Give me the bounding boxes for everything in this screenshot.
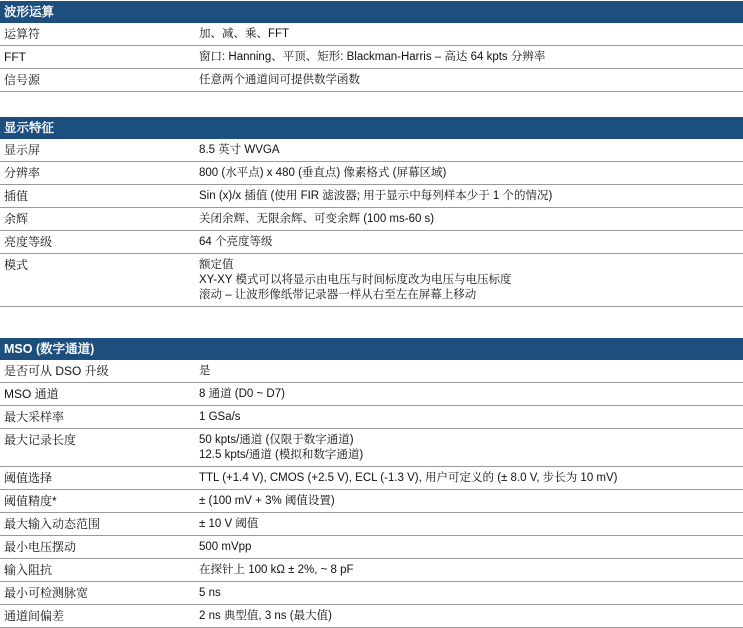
spec-row-upgradeable	[0, 360, 743, 383]
spec-label: 阈值选择	[4, 471, 53, 485]
spec-label: 最大输入动态范围	[4, 517, 101, 531]
spec-row-persistence	[0, 208, 743, 231]
spec-row-fft	[0, 46, 743, 69]
spec-label: 最小电压摆动	[4, 540, 77, 554]
spec-label: 通道间偏差	[4, 609, 65, 623]
spec-value: 是	[199, 365, 211, 377]
spec-value: 额定值 XY-XY 模式可以将显示由电压与时间标度改为电压与电压标度 滚动 – 让波形像纸带记录器一样从右至左在屏幕上移动	[199, 259, 512, 301]
spec-label: 分辨率	[4, 166, 41, 180]
spec-row-record-length	[0, 429, 743, 467]
spec-value: TTL (+1.4 V), CMOS (+2.5 V), ECL (-1.3 V), 用户可定义的 (± 8.0 V, 步长为 10 mV)	[199, 472, 618, 484]
spec-value: 关闭余辉、无限余辉、可变余辉 (100 ms-60 s)	[199, 213, 435, 225]
section-header: 显示特征	[0, 117, 743, 139]
spec-label: MSO 通道	[4, 387, 59, 401]
spec-label: 信号源	[4, 73, 41, 87]
spec-label: 输入阻抗	[4, 563, 53, 577]
spec-label: 余辉	[4, 212, 29, 226]
section-header: MSO (数字通道)	[0, 338, 743, 360]
spec-label: 显示屏	[4, 143, 41, 157]
spec-label: 最小可检测脉宽	[4, 586, 89, 600]
spec-label: 阈值精度*	[4, 494, 57, 508]
spec-row-input-impedance	[0, 559, 743, 582]
spec-value: 任意两个通道间可提供数学函数	[199, 74, 360, 86]
spec-value: 50 kpts/通道 (仅限于数字通道) 12.5 kpts/通道 (模拟和数字通道)	[199, 434, 364, 461]
spec-value: Sin (x)/x 插值 (使用 FIR 滤波器; 用于显示中每列样本少于 1 个的情况)	[199, 190, 553, 202]
spec-value: 窗口: Hanning、平顶、矩形: Blackman-Harris – 高达 64 kpts 分辨率	[199, 51, 546, 63]
spec-value: ± 10 V 阈值	[199, 518, 259, 530]
spec-label: 最大记录长度	[4, 433, 77, 447]
spec-row-channel-skew	[0, 605, 743, 628]
spec-row-min-swing	[0, 536, 743, 559]
spec-value: 5 ns	[199, 587, 221, 599]
spec-value: 8 通道 (D0 ~ D7)	[199, 388, 285, 400]
spec-label: FFT	[4, 50, 26, 64]
spec-label: 亮度等级	[4, 235, 53, 249]
spec-label: 最大采样率	[4, 410, 65, 424]
spec-row-source	[0, 69, 743, 92]
spec-label: 是否可从 DSO 升级	[4, 364, 109, 378]
spec-value: 800 (水平点) x 480 (垂直点) 像素格式 (屏幕区域)	[199, 167, 447, 179]
section-header: 波形运算	[0, 1, 743, 23]
spec-value: 8.5 英寸 WVGA	[199, 144, 280, 156]
section-mso	[0, 338, 743, 628]
spec-label: 插值	[4, 189, 29, 203]
spec-row-min-pulse-width	[0, 582, 743, 605]
spec-value: 加、减、乘、FFT	[199, 28, 290, 40]
spec-row-intensity	[0, 231, 743, 254]
spec-row-threshold-select	[0, 467, 743, 490]
spec-label: 运算符	[4, 27, 41, 41]
spec-row-sample-rate	[0, 406, 743, 429]
spec-row-mode	[0, 254, 743, 307]
spec-row-dynamic-range	[0, 513, 743, 536]
spec-value: ± (100 mV + 3% 阈值设置)	[199, 495, 335, 507]
spec-row-mso-channels	[0, 383, 743, 406]
spec-row-screen	[0, 139, 743, 162]
spec-value: 64 个亮度等级	[199, 236, 273, 248]
spec-row-operators	[0, 23, 743, 46]
section-waveform-math	[0, 1, 743, 92]
spec-value: 在探针上 100 kΩ ± 2%, ~ 8 pF	[199, 564, 354, 576]
spec-value: 2 ns 典型值, 3 ns (最大值)	[199, 610, 332, 622]
spec-value: 500 mVpp	[199, 541, 252, 553]
spec-row-interpolation	[0, 185, 743, 208]
spec-label: 模式	[4, 258, 29, 272]
section-display	[0, 117, 743, 307]
spec-row-threshold-accuracy	[0, 490, 743, 513]
spec-row-resolution	[0, 162, 743, 185]
spec-value: 1 GSa/s	[199, 411, 241, 423]
